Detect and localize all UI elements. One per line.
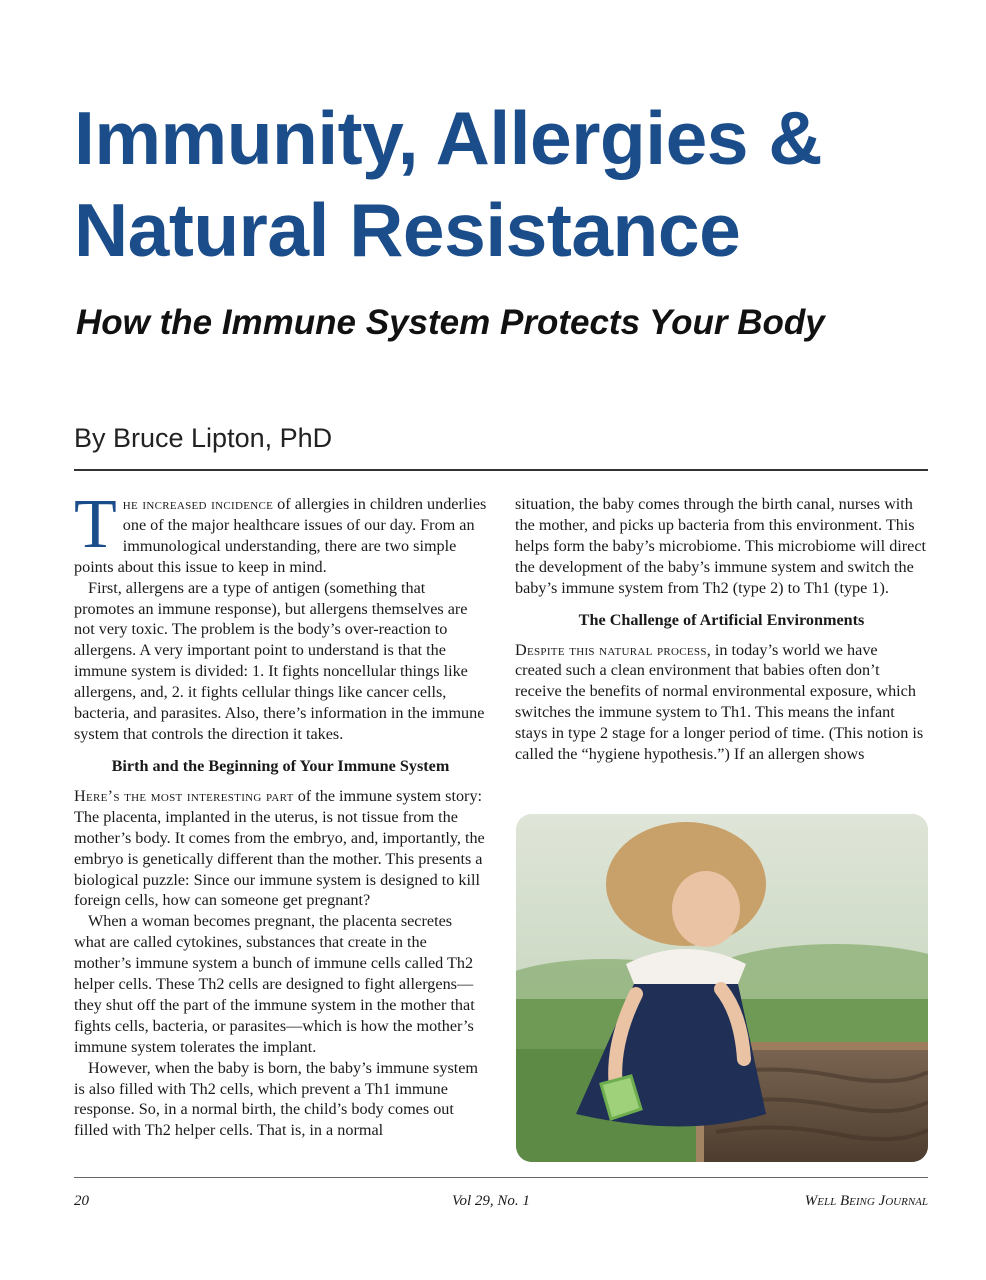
byline: By Bruce Lipton, PhD	[74, 423, 333, 453]
intro-text: of allergies in children underlies one of the major healthcare issues of our day. From an immunological understanding, there are two simple points about this issue to keep in mind.	[74, 495, 487, 576]
header-divider	[74, 469, 928, 471]
girl-gardening-photo	[516, 814, 928, 1162]
intro-paragraph	[74, 486, 487, 578]
paragraph-hygiene	[515, 640, 928, 765]
drop-cap: T	[74, 486, 117, 563]
section-heading-artificial: The Challenge of Artificial Environments	[578, 610, 865, 629]
article-subtitle: How the Immune System Protects Your Body	[76, 303, 825, 342]
page-number: 20	[74, 1193, 89, 1209]
paragraph-placenta	[74, 786, 487, 911]
paragraph-allergens: First, allergens are a type of antigen (something that promotes an immune response), but allergens themselves are not very toxic. The problem is the body’s over-reaction to allergens. A very important point to understand is that the immune system is divided: 1. It fights noncellular things like allergens, and, 2. it fights cellular things like cancer cells, bacteria, and parasites. Also, there’s information in the immune system that controls the direction it takes.	[74, 578, 485, 743]
paragraph-cytokines: When a woman becomes pregnant, the placenta secretes what are called cytokines, substances that create in the mother’s immune system a bunch of immune cells called Th2 helper cells. These Th2 cells are designed to fight allergens—they shut off the part of the immune system in the mother that fights cells, bacteria, or parasites—which is how the mother’s immune system tolerates the implant.	[74, 912, 475, 1056]
right-column	[515, 494, 928, 765]
footer-divider	[74, 1177, 928, 1178]
paragraph-hygiene-text: , in today’s world we have created such a clean environment that babies often don’t receive the benefits of normal environmental exposure, which switches the immune system to Th1. This means the infant stays in type 2 stage for a longer period of time. (This notion is called the “hygiene hypothesis.”) If an allergen shows	[515, 640, 924, 764]
intro-lead-in: he increased incidence	[122, 495, 274, 513]
section-lead-in-2: Despite this natural process	[515, 640, 707, 659]
photo-illustration	[516, 814, 928, 1162]
volume-issue: Vol 29, No. 1	[452, 1193, 530, 1209]
paragraph-placenta-text: of the immune system story: The placenta, implanted in the uterus, is not tissue from the mother’s body. It comes from the embryo, and, importantly, the embryo is genetically different than the mother. This presents a biological puzzle: Since our immune system is designed to kill foreign cells, how can someone get pregnant?	[74, 786, 485, 910]
article-title: Immunity, Allergies & Natural Resistance	[74, 96, 822, 272]
paragraph-th2: However, when the baby is born, the baby’s immune system is also filled with Th2 cells, which prevent a Th1 immune response. So, in a normal birth, the child’s body comes out filled with Th2 helper cells. That is, in a normal	[74, 1058, 479, 1140]
section-heading-birth: Birth and the Beginning of Your Immune System	[111, 756, 450, 775]
journal-name: Well Being Journal	[804, 1193, 928, 1209]
left-column	[74, 486, 487, 1141]
paragraph-microbiome: situation, the baby comes through the birth canal, nurses with the mother, and picks up bacteria from this environment. This helps form the baby’s microbiome. This microbiome will direct the development of the baby’s immune system and switch the baby’s immune system from Th2 (type 2) to Th1 (type 1).	[515, 495, 927, 597]
section-lead-in: Here’s the most interesting part	[74, 786, 294, 805]
